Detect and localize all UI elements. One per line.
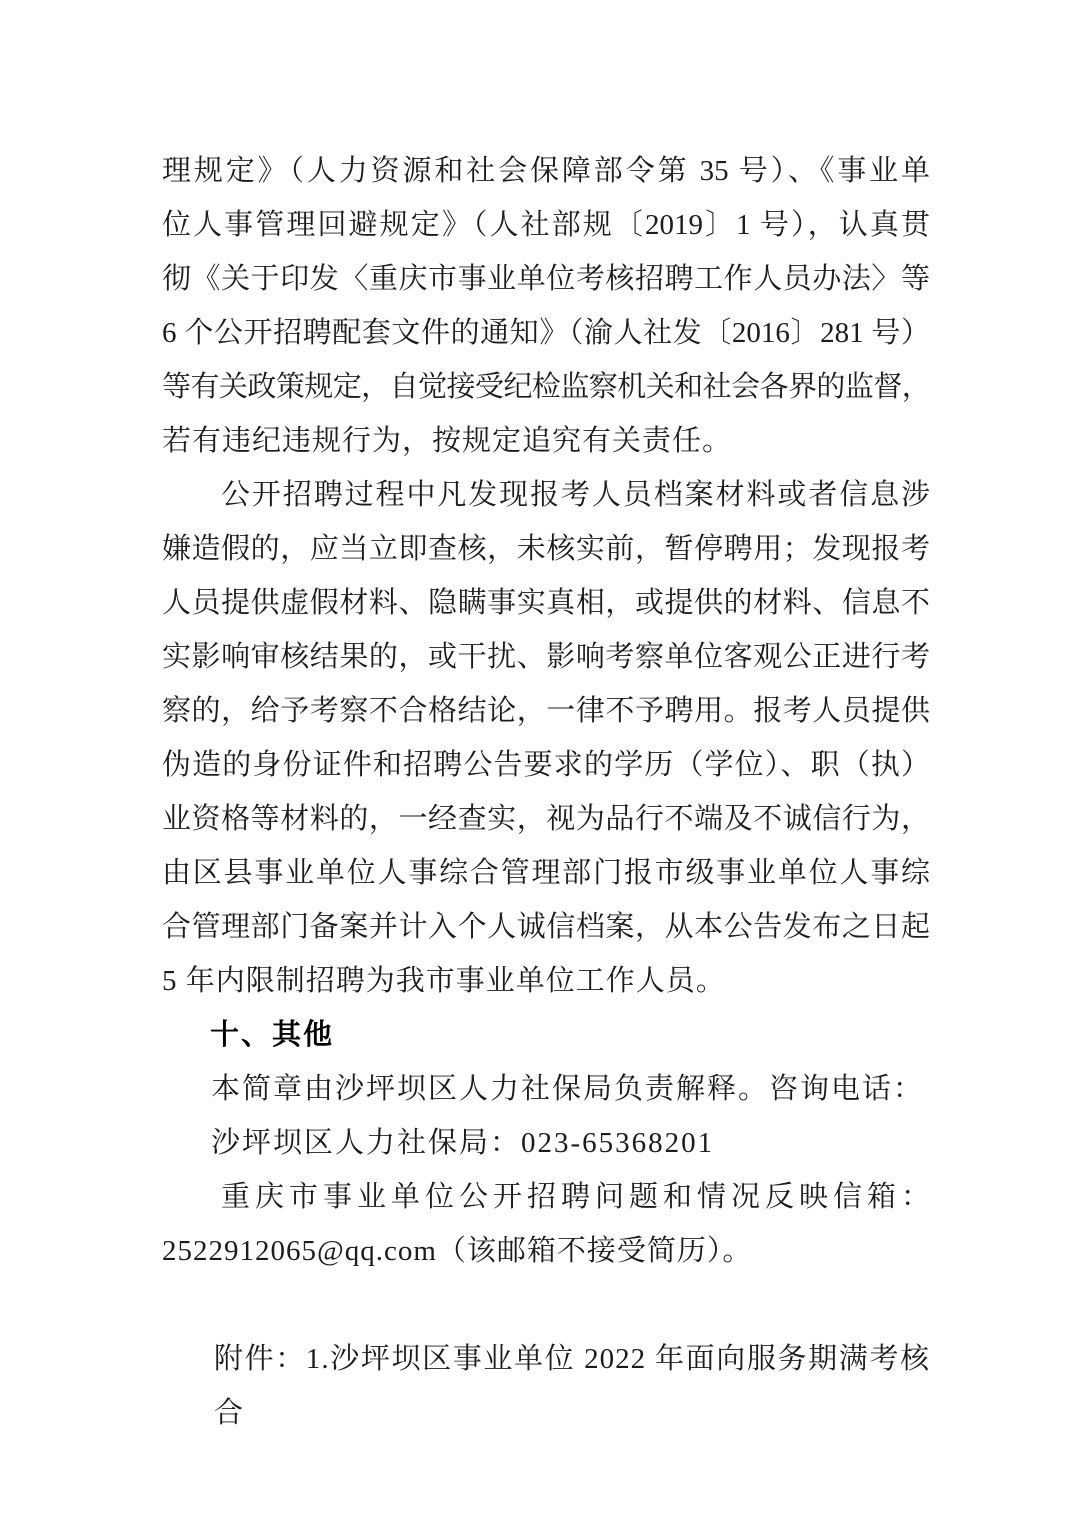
text-line: 彻《关于印发〈重庆市事业单位考核招聘工作人员办法〉等 bbox=[162, 263, 930, 295]
text-line: 察的，给予考察不合格结论，一律不予聘用。报考人员提供 bbox=[162, 695, 930, 727]
section-heading: 十、其他 bbox=[210, 1019, 335, 1051]
text-line: 人员提供虚假材料、隐瞒事实真相，或提供的材料、信息不 bbox=[162, 587, 930, 619]
text-line: 6 个公开招聘配套文件的通知》（渝人社发〔2016〕281 号） bbox=[162, 317, 930, 349]
text-line: 伪造的身份证件和招聘公告要求的学历（学位）、职（执） bbox=[162, 749, 930, 781]
text-line: 业资格等材料的，一经查实，视为品行不端及不诚信行为， bbox=[162, 803, 930, 835]
text-line: 沙坪坝区人力社保局：023-65368201 bbox=[211, 1127, 715, 1159]
text-line: 5 年内限制招聘为我市事业单位工作人员。 bbox=[162, 965, 726, 997]
text-line: 2522912065@qq.com（该邮箱不接受简历）。 bbox=[162, 1235, 753, 1267]
blank-line bbox=[162, 1278, 930, 1332]
text-line: 附件：1.沙坪坝区事业单位 2022 年面向服务期满考核合 bbox=[214, 1343, 930, 1429]
text-line: 本简章由沙坪坝区人力社保局负责解释。咨询电话： bbox=[211, 1073, 925, 1105]
text-line: 位人事管理回避规定》（人社部规〔2019〕1 号），认真贯 bbox=[162, 209, 930, 241]
document-body bbox=[162, 144, 930, 1440]
text-line: 理规定》（人力资源和社会保障部令第 35 号）、《事业单 bbox=[162, 155, 930, 187]
text-line: 若有违纪违规行为，按规定追究有关责任。 bbox=[162, 425, 733, 457]
text-line: 合管理部门备案并计入个人诚信档案，从本公告发布之日起 bbox=[162, 911, 930, 943]
text-line: 实影响审核结果的，或干扰、影响考察单位客观公正进行考 bbox=[162, 641, 930, 673]
text-line: 嫌造假的，应当立即查核，未核实前，暂停聘用；发现报考 bbox=[162, 533, 930, 565]
text-line: 等有关政策规定，自觉接受纪检监察机关和社会各界的监督， bbox=[162, 371, 930, 403]
text-line: 公开招聘过程中凡发现报考人员档案材料或者信息涉 bbox=[221, 479, 930, 511]
text-line: 由区县事业单位人事综合管理部门报市级事业单位人事综 bbox=[162, 857, 930, 889]
text-line: 重庆市事业单位公开招聘问题和情况反映信箱： bbox=[221, 1181, 930, 1213]
